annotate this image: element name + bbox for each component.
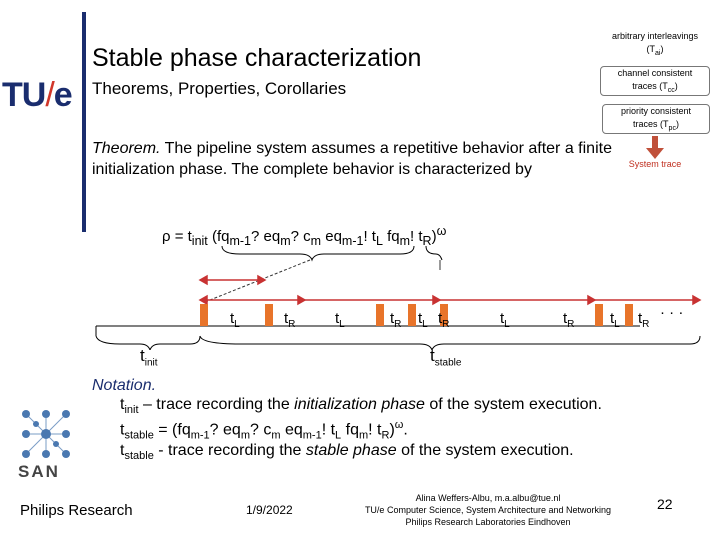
timeline-label: $t_L$ <box>335 310 345 330</box>
period-arrows <box>200 276 700 304</box>
timeline-ellipsis: · · · <box>660 304 684 321</box>
notation-label: Notation. <box>92 377 157 394</box>
header-divider <box>82 12 86 232</box>
footer-org: Philips Research <box>20 502 133 519</box>
notation-line-2: $t_{stable} = (fq_{m-1}$? $eq_m$? $c_m$ $eq_{m-1}$! $t_L$ $fq_m$! $t_R)^\omega$. <box>120 419 408 442</box>
tue-logo: TU/e <box>2 76 72 114</box>
page-title: Stable phase characterization <box>92 44 422 72</box>
theorem-text <box>92 138 612 180</box>
stable-label: $t_{stable}$ <box>430 346 462 369</box>
footer-date: 1/9/2022 <box>246 503 293 517</box>
formula-brace <box>222 246 414 260</box>
theorem-body: The pipeline system assumes a repetitive behavior after a finite initialization phase. The complete behavior is characterized by <box>92 140 612 178</box>
down-arrow-icon <box>640 134 670 160</box>
page-number: 22 <box>657 496 673 512</box>
timeline-label: $t_R$ <box>638 310 650 330</box>
timeline-label: $t_R$ <box>390 310 402 330</box>
page-subtitle: Theorems, Properties, Corollaries <box>92 79 347 98</box>
timeline-label: $t_R$ <box>563 310 575 330</box>
timeline-label: $t_L$ <box>500 310 510 330</box>
box-priority-consistent: priority consistent traces $(T_{pc})$ <box>602 104 710 134</box>
notation-line-1: $t_{init}$ – trace recording the initialization phase of the system execution. <box>120 396 602 417</box>
formula: $\rho = t_{init}$ ($fq_{m-1}$? $eq_m$? $c_m$ $eq_{m-1}$! $t_L$ $fq_m$! $t_R)^\omega$ <box>162 224 447 248</box>
timeline-label: $t_L$ <box>230 310 240 330</box>
notation-line-3: $t_{stable}$ - trace recording the stable phase of the system execution. <box>120 442 574 463</box>
timeline-label: $t_R$ <box>438 310 450 330</box>
init-label: $t_{init}$ <box>140 346 158 369</box>
system-trace-label: System trace <box>628 159 682 169</box>
theorem-label: Theorem. <box>92 140 161 157</box>
box-channel-consistent: channel consistent traces $(T_{cc})$ <box>600 66 710 96</box>
timeline-diagram <box>0 240 720 350</box>
box-arbitrary-interleavings: arbitrary interleavings $(T_{ai})$ <box>600 30 710 58</box>
formula-brace-2 <box>426 246 442 260</box>
san-label: SAN <box>18 462 60 481</box>
timeline-label: $t_L$ <box>418 310 428 330</box>
footer-author: Alina Weffers-Albu, m.a.albu@tue.nl TU/e Computer Science, System Architecture and Networking Philips Research Laboratories Eindhoven <box>364 493 612 527</box>
san-network-icon <box>16 404 76 464</box>
timeline-label: $t_R$ <box>284 310 296 330</box>
timeline-label: $t_L$ <box>610 310 620 330</box>
